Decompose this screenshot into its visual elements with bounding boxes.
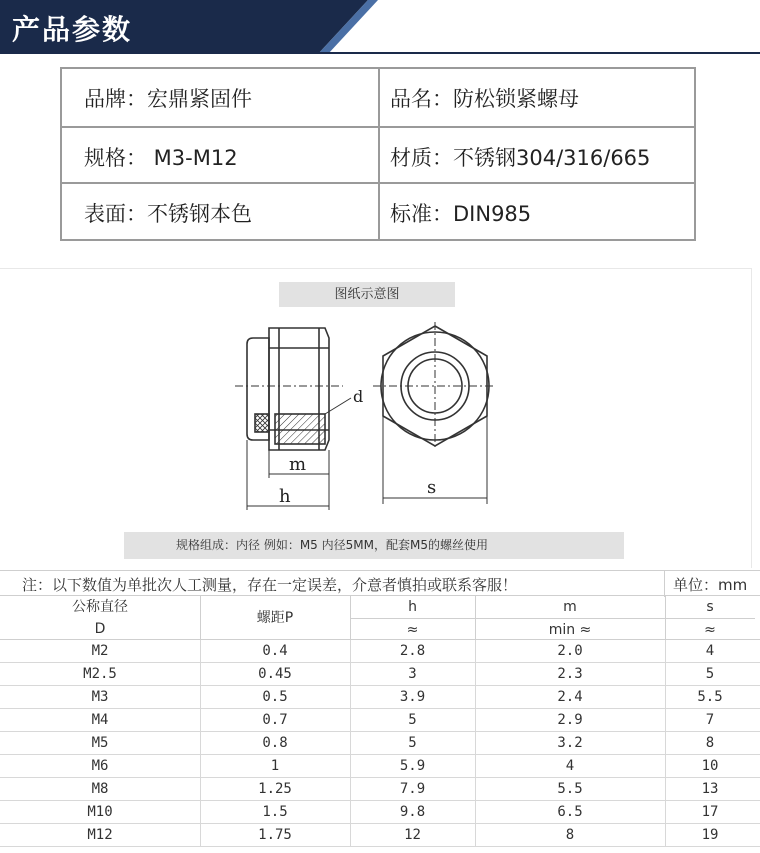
cell-p: 1 bbox=[270, 758, 280, 774]
size-note: 规格组成：内径 例如：M5 内径5MM，配套M5的螺丝使用 bbox=[124, 532, 624, 559]
cell-h: 3 bbox=[408, 666, 417, 682]
size-table bbox=[0, 596, 760, 847]
cell-s: 5 bbox=[705, 666, 715, 682]
table-row bbox=[0, 824, 760, 847]
spec-row bbox=[62, 126, 694, 182]
size-table-header bbox=[0, 596, 760, 640]
cell-d: M6 bbox=[91, 758, 109, 774]
header-m-sub: min ≈ bbox=[475, 618, 665, 640]
header-s-sub: ≈ bbox=[665, 618, 755, 640]
cell-m: 5.5 bbox=[557, 781, 583, 797]
cell-h: 7.9 bbox=[399, 781, 426, 797]
cell-d: M3 bbox=[91, 689, 109, 705]
cell-s: 13 bbox=[701, 781, 719, 797]
cell-s: 17 bbox=[701, 804, 719, 820]
spec-brand: 品牌：宏鼎紧固件 bbox=[84, 87, 252, 111]
cell-d: M8 bbox=[91, 781, 109, 797]
cell-h: 12 bbox=[404, 827, 421, 843]
cell-h: 9.8 bbox=[399, 804, 426, 820]
banner-title: 产品参数 bbox=[12, 13, 133, 46]
spec-size: 规格： M3-M12 bbox=[84, 146, 238, 170]
cell-p: 1.75 bbox=[258, 827, 292, 843]
cell-m: 4 bbox=[565, 758, 575, 774]
cell-h: 5 bbox=[408, 735, 417, 751]
table-row bbox=[0, 755, 760, 778]
spec-standard: 标准：DIN985 bbox=[390, 202, 532, 226]
unit-text: 单位：mm bbox=[673, 576, 748, 594]
cell-d: M10 bbox=[87, 804, 113, 820]
cell-p: 1.5 bbox=[262, 804, 288, 820]
drawing-caption: 图纸示意图 bbox=[279, 282, 455, 307]
cell-s: 7 bbox=[705, 712, 715, 728]
cell-d: M4 bbox=[91, 712, 109, 728]
spec-table bbox=[60, 67, 696, 241]
notice-divider bbox=[664, 571, 665, 597]
table-row bbox=[0, 640, 760, 663]
label-m: m bbox=[289, 454, 307, 475]
header-h bbox=[350, 596, 475, 640]
header-h-sub: ≈ bbox=[350, 618, 475, 640]
cell-m: 8 bbox=[565, 827, 575, 843]
cell-m: 3.2 bbox=[557, 735, 583, 751]
cell-m: 6.5 bbox=[557, 804, 583, 820]
cell-p: 0.5 bbox=[262, 689, 288, 705]
header-m-top: m bbox=[563, 599, 577, 615]
label-h: h bbox=[279, 486, 291, 507]
spec-row bbox=[62, 182, 694, 239]
size-table-body bbox=[0, 640, 760, 847]
label-s: s bbox=[427, 477, 437, 498]
header-s-top: s bbox=[706, 599, 714, 615]
table-row bbox=[0, 801, 760, 824]
spec-material: 材质：不锈钢304/316/665 bbox=[390, 146, 651, 170]
spec-row bbox=[62, 69, 694, 125]
table-row bbox=[0, 709, 760, 732]
table-row bbox=[0, 686, 760, 709]
measurement-notice bbox=[0, 570, 760, 596]
cell-d: M2 bbox=[91, 643, 109, 659]
cell-h: 5.9 bbox=[399, 758, 426, 774]
cell-s: 10 bbox=[701, 758, 719, 774]
spec-surface: 表面：不锈钢本色 bbox=[84, 202, 252, 226]
header-diameter-top: 公称直径 bbox=[72, 599, 128, 615]
header-diameter bbox=[0, 596, 200, 640]
cell-d: M5 bbox=[91, 735, 109, 751]
header-m bbox=[475, 596, 665, 640]
notice-text: 注：以下数值为单批次人工测量，存在一定误差，介意者慎拍或联系客服！ bbox=[22, 576, 518, 594]
cell-p: 0.4 bbox=[262, 643, 288, 659]
table-row bbox=[0, 778, 760, 801]
cell-m: 2.3 bbox=[557, 666, 583, 682]
cell-s: 4 bbox=[705, 643, 715, 659]
cell-p: 1.25 bbox=[258, 781, 292, 797]
cell-h: 2.8 bbox=[399, 643, 426, 659]
header-pitch: 螺距P bbox=[256, 610, 294, 626]
header-s bbox=[665, 596, 755, 640]
header-diameter-sub: D bbox=[94, 621, 106, 637]
table-row bbox=[0, 663, 760, 686]
cell-s: 8 bbox=[705, 735, 715, 751]
nut-technical-drawing bbox=[225, 318, 495, 518]
cell-p: 0.8 bbox=[262, 735, 288, 751]
header-h-top: h bbox=[408, 599, 417, 615]
cell-d: M12 bbox=[87, 827, 113, 843]
cell-p: 0.45 bbox=[258, 666, 292, 682]
table-row bbox=[0, 732, 760, 755]
cell-h: 5 bbox=[408, 712, 417, 728]
header-banner bbox=[0, 0, 760, 54]
cell-m: 2.4 bbox=[557, 689, 583, 705]
cell-h: 3.9 bbox=[399, 689, 426, 705]
spec-product-name: 品名：防松锁紧螺母 bbox=[390, 87, 579, 111]
cell-d: M2.5 bbox=[83, 666, 117, 682]
cell-m: 2.0 bbox=[557, 643, 583, 659]
cell-p: 0.7 bbox=[262, 712, 288, 728]
label-d: d bbox=[353, 387, 364, 406]
cell-s: 5.5 bbox=[697, 689, 723, 705]
cell-s: 19 bbox=[701, 827, 719, 843]
cell-m: 2.9 bbox=[557, 712, 583, 728]
